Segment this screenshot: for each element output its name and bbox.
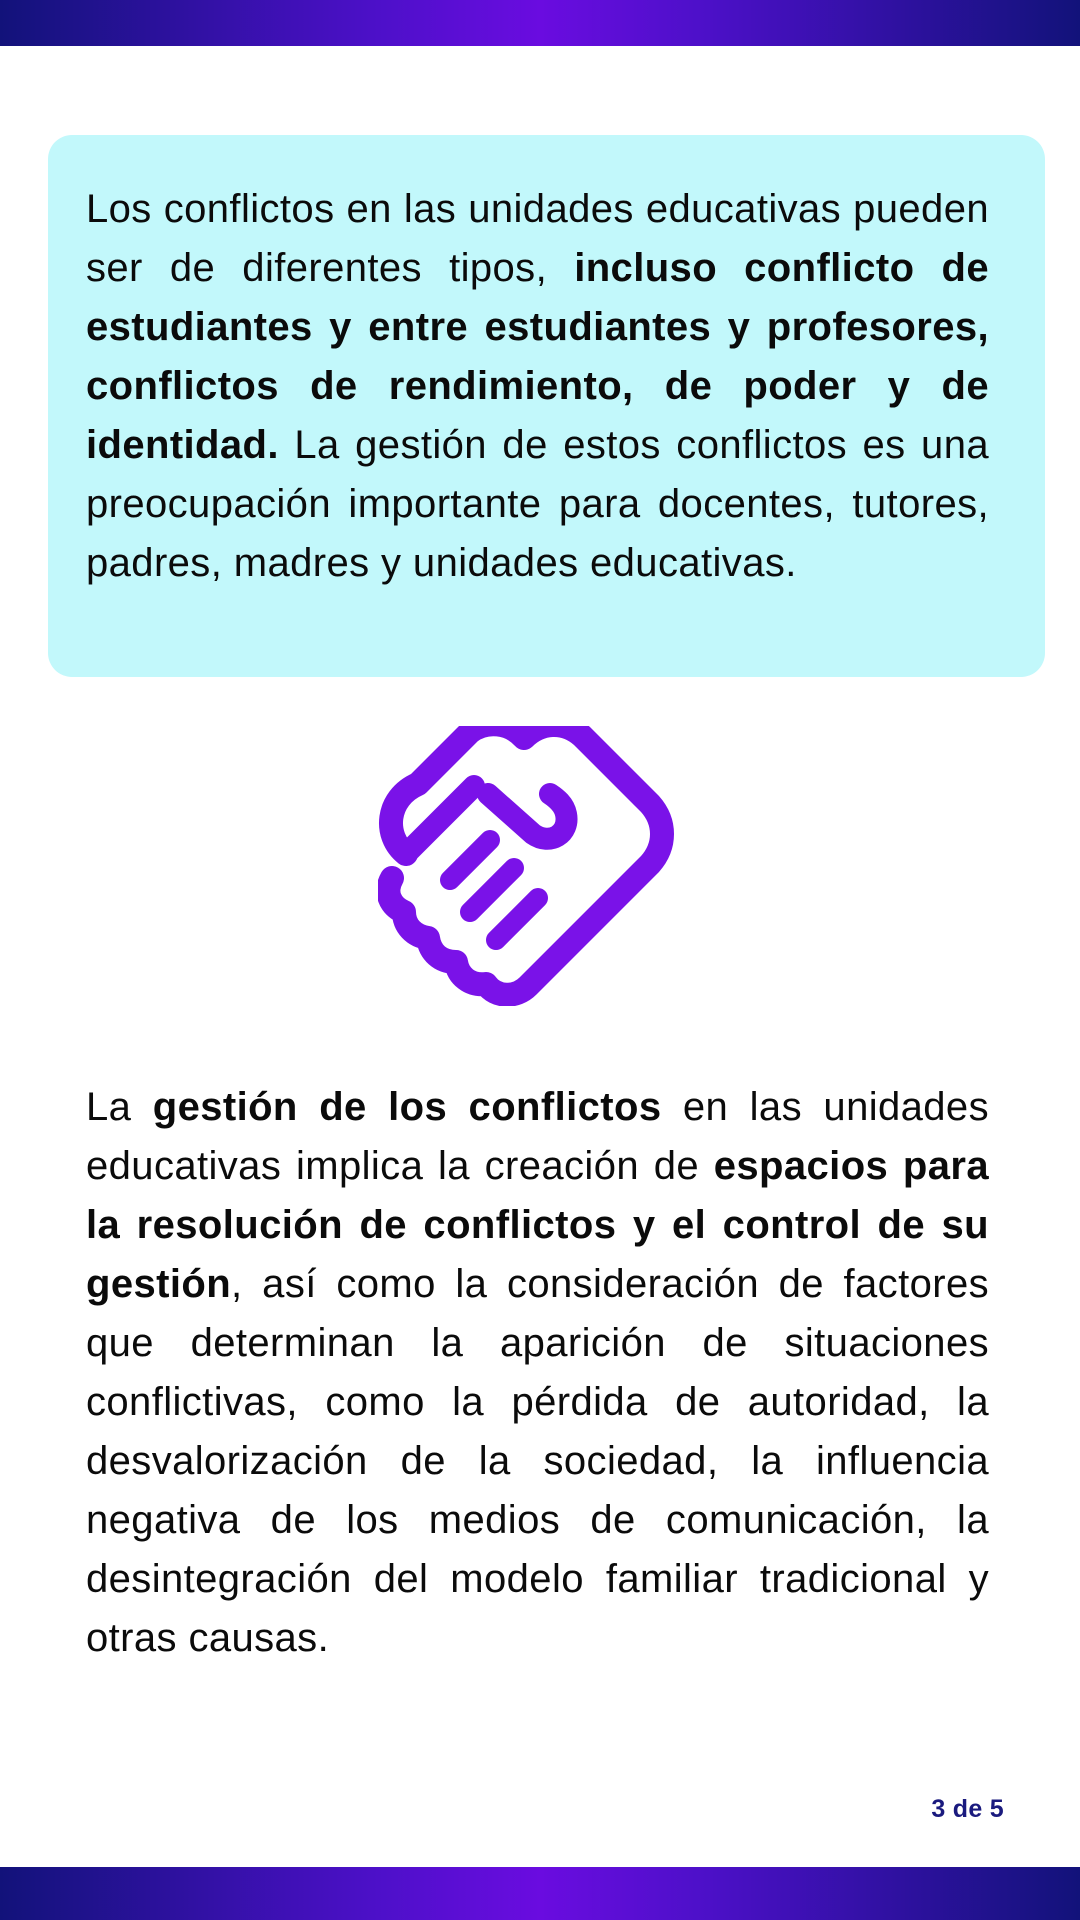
body-text-3: , así como la consideración de factores que determinan la aparición de situaciones conflictivas, como la pérdida de autoridad, la desvalorización de la sociedad, la influencia negativa de los medios de comunicación, la desintegración del modelo familiar tradicional y otras causas. — [86, 1262, 989, 1660]
intro-bold-text: incluso conflicto de estudiantes y entre estudiantes y profesores, conflictos de rendimiento, de poder y de identidad. — [86, 246, 989, 467]
body-text-2: en las unidades educativas implica la creación de — [86, 1085, 989, 1188]
intro-paragraph — [86, 180, 989, 593]
top-gradient-bar — [0, 0, 1080, 46]
body-paragraph — [86, 1078, 989, 1668]
body-bold-text-1: gestión de los conflictos — [152, 1085, 662, 1129]
body-text-1: La — [86, 1085, 153, 1129]
intro-text-1: Los conflictos en las unidades educativas pueden ser de diferentes tipos, — [86, 187, 989, 290]
page-indicator: 3 de 5 — [931, 1795, 1004, 1823]
intro-text-2: La gestión de estos conflictos es una preocupación importante para docentes, tutores, padres, madres y unidades educativas. — [86, 423, 989, 585]
bottom-gradient-bar — [0, 1867, 1080, 1920]
body-bold-text-2: espacios para la resolución de conflictos y el control de su gestión — [86, 1144, 989, 1306]
handshake-icon — [378, 726, 678, 1006]
